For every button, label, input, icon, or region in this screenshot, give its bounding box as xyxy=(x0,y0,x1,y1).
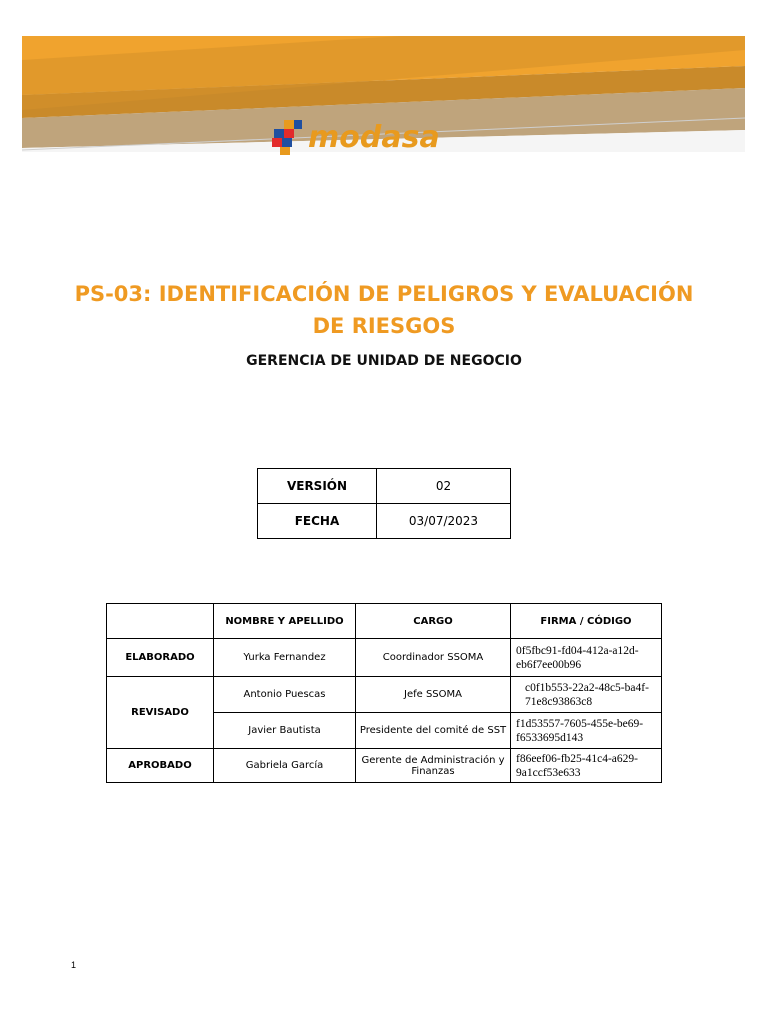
document-subtitle: GERENCIA DE UNIDAD DE NEGOCIO xyxy=(246,353,522,369)
company-logo xyxy=(270,116,440,158)
page-number: 1 xyxy=(71,960,77,970)
position-cell: Gerente de Administración y Finanzas xyxy=(356,749,511,783)
role-aprobado: APROBADO xyxy=(107,749,214,783)
header-cell-name: NOMBRE Y APELLIDO xyxy=(214,604,356,639)
name-cell: Antonio Puescas xyxy=(214,677,356,713)
signature-code: 0f5fbc91-fd04-412a-a12d-eb6f7ee00b96 xyxy=(511,639,662,677)
header-cell-signature: FIRMA / CÓDIGO xyxy=(511,604,662,639)
name-cell: Javier Bautista xyxy=(214,713,356,749)
date-value: 03/07/2023 xyxy=(377,504,511,539)
table-header-row xyxy=(107,604,662,639)
signature-code: f86eef06-fb25-41c4-a629-9a1ccf53e633 xyxy=(511,749,662,783)
date-label: FECHA xyxy=(258,504,377,539)
table-row xyxy=(258,504,511,539)
brand-wordmark: modasa xyxy=(308,119,440,155)
name-cell: Gabriela García xyxy=(214,749,356,783)
version-value: 02 xyxy=(377,469,511,504)
table-row xyxy=(258,469,511,504)
signature-code: c0f1b553-22a2-48c5-ba4f-71e8c93863c8 xyxy=(511,677,662,713)
position-cell: Presidente del comité de SST xyxy=(356,713,511,749)
name-cell: Yurka Fernandez xyxy=(214,639,356,677)
role-revisado: REVISADO xyxy=(107,677,214,749)
approval-table xyxy=(106,603,662,783)
role-elaborado: ELABORADO xyxy=(107,639,214,677)
table-row xyxy=(107,749,662,783)
version-label: VERSIÓN xyxy=(258,469,377,504)
position-cell: Jefe SSOMA xyxy=(356,677,511,713)
version-table xyxy=(257,468,511,539)
table-row xyxy=(107,677,662,713)
logo-mark-icon xyxy=(270,118,306,156)
header-cell-position: CARGO xyxy=(356,604,511,639)
header-cell-empty xyxy=(107,604,214,639)
document-title: PS-03: IDENTIFICACIÓN DE PELIGROS Y EVALUACIÓN DE RIESGOS xyxy=(74,282,694,338)
signature-code: f1d53557-7605-455e-be69-f6533695d143 xyxy=(511,713,662,749)
table-row xyxy=(107,639,662,677)
position-cell: Coordinador SSOMA xyxy=(356,639,511,677)
